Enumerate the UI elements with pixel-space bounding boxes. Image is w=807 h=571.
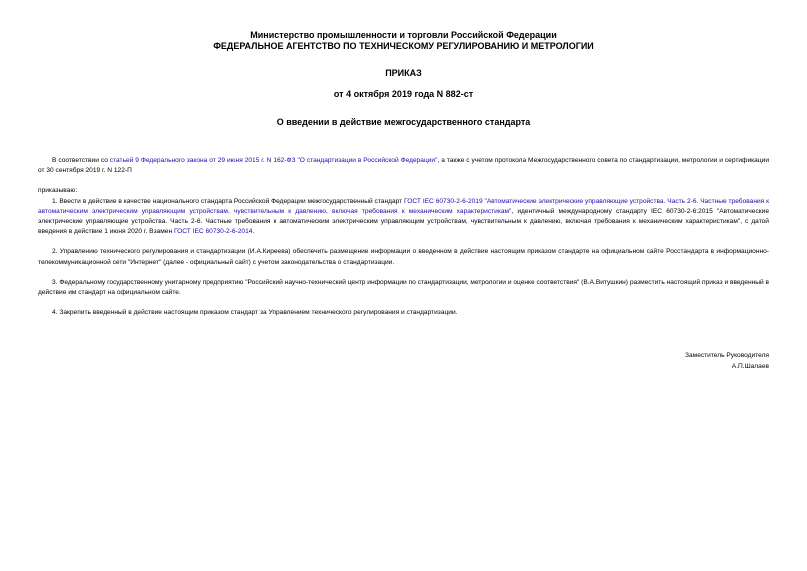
item-1-text: 1. Ввести в действие в качестве национального стандарта Российской Федерации межгосударственный стандарт [52,197,405,205]
ministry-name: Министерство промышленности и торговли Российской Федерации [250,30,557,40]
document-header [0,30,807,52]
preamble-text: В соответствии со [52,157,110,164]
signatory-position: Заместитель Руководителя [685,352,769,359]
document-body [38,156,769,318]
item-2-paragraph: 2. Управлению технического регулирования и стандартизации (И.А.Киреева) обеспечить размещение информации о введенном в действие настоящим приказом стандарте на официальном сайте Росстандарта в информационно-телекоммуникационной сети "Интернет" (далее - официальный сайт) с учетом законодательства о стандартизации. [38,248,769,266]
signatory-name: А.П.Шалаев [731,362,769,370]
preamble-text-continued: , а также с учетом протокола Межгосударственного совета по стандартизации, метрологии и сертификации от 30 сентября 2019 г. N 122-П [38,157,769,175]
item-1-text-end: . [252,228,255,236]
order-subject: О введении в действие межгосударственного стандарта [276,117,531,127]
order-date: от 4 октября 2019 года N 882-ст [333,89,474,99]
gost-2019-link[interactable]: ГОСТ IEC 60730-2-6-2019 "Автоматические электрические управляющие устройства. Часть 2-6. Частные требования к автоматическим электрическим управляющим устройствам, чувствительным к давлению, включая требования к механическим характеристикам" [38,197,770,215]
gost-2014-link[interactable]: ГОСТ IEC 60730-2-6-2014 [173,228,253,236]
order-title: ПРИКАЗ [385,68,422,78]
item-4-paragraph: 4. Закрепить введенный в действие настоящим приказом стандарт за Управлением технического регулирования и стандартизации. [52,309,458,317]
agency-name: ФЕДЕРАЛЬНОЕ АГЕНТСТВО ПО ТЕХНИЧЕСКОМУ РЕГУЛИРОВАНИЮ И МЕТРОЛОГИИ [213,41,594,51]
item-1-text-continued: , идентичный международному стандарту IEC 60730-2-6:2015 "Автоматические электрические управляющие устройства. Часть 2-6. Частные требования к автоматическим электрическим управляющим устройствам, чувствительным к давлению, включая требования к механическим характеристикам", с датой введения в действие 1 июня 2020 г. Взамен [38,207,769,236]
signature-block [685,351,769,372]
preamble-paragraph [38,156,769,176]
item-3-paragraph: 3. Федеральному государственному унитарному предприятию "Российский научно-технический центр информации по стандартизации, метрологии и оценке соответствия" (В.А.Витушкин) разместить настоящий приказ и введенный в действие им стандарт на официальном сайте. [38,278,769,297]
federal-law-link[interactable]: статьей 9 Федерального закона от 29 июня 2015 г. N 162-ФЗ "О стандартизации в Российской Федерации" [109,157,438,164]
order-word: приказываю: [38,187,78,195]
item-1-paragraph [38,197,769,238]
